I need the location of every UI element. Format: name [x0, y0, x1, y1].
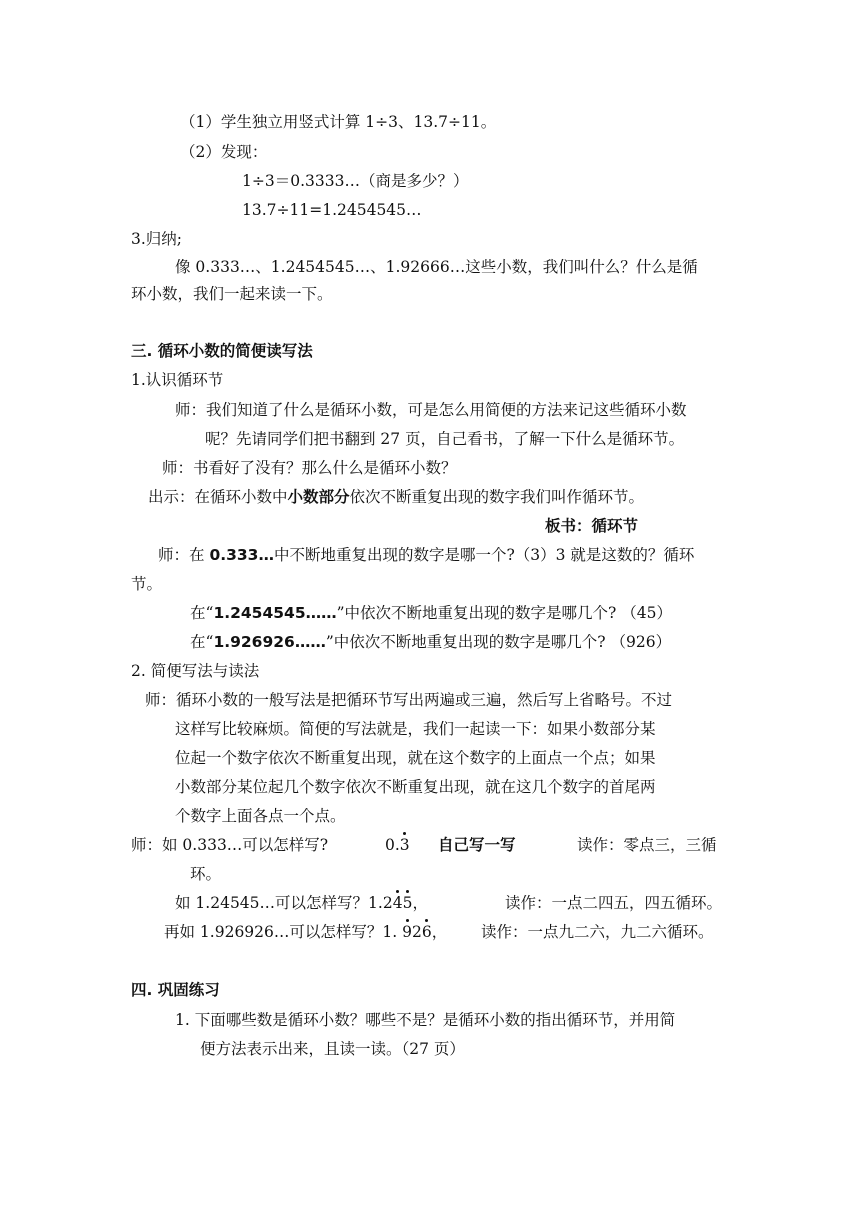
question-3-prefix: 在“ — [190, 633, 214, 651]
example-3-question — [164, 921, 447, 943]
subheading-writing: 2. 简便写法与读法 — [131, 662, 260, 680]
subheading-cycle-section: 1.认识循环节 — [131, 371, 224, 389]
exercise-1-line-1: 1. 下面哪些数是循环小数？哪些不是？是循环小数的指出循环节，并用简 — [175, 1011, 676, 1029]
example-2-prompt: 如 1.24545…可以怎样写？ — [175, 894, 369, 912]
example-3-prefix: 1. — [382, 923, 403, 941]
teacher-line-3e: 个数字上面各点一个点。 — [175, 807, 346, 825]
definition-line — [148, 486, 644, 508]
question-2-suffix: ”中依次不断地重复出现的数字是哪几个? （45） — [336, 604, 672, 622]
definition-bold: 小数部分 — [287, 488, 350, 506]
question-2-number: 1.2454545…… — [213, 604, 337, 622]
definition-suffix: 依次不断重复出现的数字我们叫作循环节。 — [349, 488, 645, 506]
question-1-prefix: 师：在 — [158, 546, 210, 564]
question-1-line-2: 节。 — [131, 575, 163, 593]
question-3 — [190, 631, 671, 653]
example-2-comma: ， — [412, 894, 428, 912]
calculation-1: 1÷3＝0.3333…（商是多少？） — [242, 172, 469, 190]
definition-prefix: 出示：在循环小数中 — [148, 488, 288, 506]
example-3-reading: 读作：一点九二六，九二六循环。 — [481, 923, 714, 941]
example-2-question — [175, 892, 428, 914]
question-1-suffix: 中不断地重复出现的数字是哪一个?（3）3 就是这数的？循环 — [273, 546, 695, 564]
example-3-dotted-end: 6 — [421, 923, 432, 941]
self-write-label: 自己写一写 — [438, 836, 516, 854]
heading-summary: 3.归纳; — [131, 230, 183, 248]
example-1-notation — [385, 834, 410, 856]
section-4-heading: 四. 巩固练习 — [131, 981, 220, 999]
example-2-dotted-start: 4 — [392, 894, 403, 912]
example-1-reading-line-2: 环。 — [190, 865, 222, 883]
teacher-line-1b: 呢？先请同学们把书翻到 27 页，自己看书，了解一下什么是循环节。 — [205, 430, 685, 448]
example-3-comma: ， — [431, 923, 448, 941]
example-1-integer: 0. — [385, 836, 400, 854]
example-3-middle: 2 — [411, 923, 422, 941]
example-2-reading: 读作：一点二四五，四五循环。 — [505, 894, 723, 912]
teacher-line-3b: 这样写比较麻烦。简便的写法就是，我们一起读一下：如果小数部分某 — [175, 720, 656, 738]
teacher-line-3d: 小数部分某位起几个数字依次不断重复出现，就在这几个数字的首尾两 — [175, 778, 656, 796]
question-1-number: 0.333… — [209, 546, 274, 564]
example-3-prompt: 再如 1.926926…可以怎样写？ — [164, 923, 383, 941]
teacher-line-1a: 师：我们知道了什么是循环小数，可是怎么用简便的方法来记这些循环小数 — [175, 401, 687, 419]
teacher-line-2: 师：书看好了没有？那么什么是循环小数？ — [162, 459, 457, 477]
question-3-number: 1.926926…… — [213, 633, 326, 651]
question-2-prefix: 在“ — [190, 604, 214, 622]
exercise-1-line-2: 便方法表示出来，且读一读。（27 页） — [200, 1040, 465, 1058]
example-1-reading: 读作：零点三，三循 — [577, 836, 717, 854]
section-3-heading: 三. 循环小数的简便读写法 — [131, 342, 313, 360]
summary-paragraph-line-2: 环小数，我们一起来读一下。 — [131, 285, 333, 303]
step-1: （1）学生独立用竖式计算 1÷3、13.7÷11。 — [180, 113, 497, 131]
example-2-dotted-end: 5 — [402, 894, 413, 912]
example-3-dotted-start: 9 — [402, 923, 412, 941]
teacher-line-3a: 师：循环小数的一般写法是把循环节写出两遍或三遍，然后写上省略号。不过 — [145, 691, 673, 709]
question-3-suffix: ”中依次不断地重复出现的数字是哪几个? （926） — [325, 633, 672, 651]
calculation-2: 13.7÷11=1.2454545… — [242, 201, 422, 219]
example-2-prefix: 1.2 — [368, 894, 393, 912]
summary-paragraph-line-1: 像 0.333…、1.2454545…、1.92666…这些小数，我们叫什么？什么是循 — [175, 258, 698, 276]
example-1-dotted-digit: 3 — [399, 836, 410, 854]
question-1-line-1 — [158, 544, 694, 566]
step-2: （2）发现： — [180, 143, 268, 161]
example-1-question: 师：如 0.333…可以怎样写? — [131, 836, 329, 854]
question-2 — [190, 602, 672, 624]
teacher-line-3c: 位起一个数字依次不断重复出现，就在这个数字的上面点一个点；如果 — [175, 749, 656, 767]
board-note: 板书：循环节 — [545, 517, 639, 535]
